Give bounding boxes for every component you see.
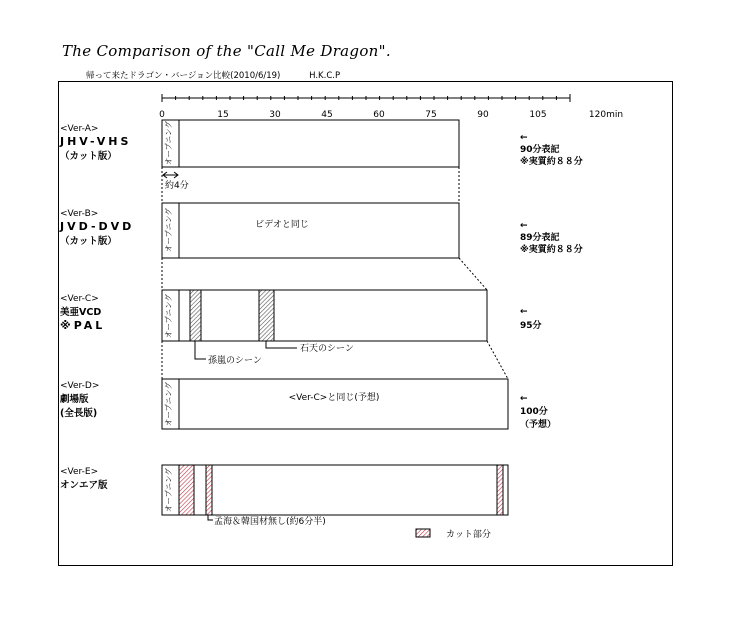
tick-label: 90 xyxy=(477,110,489,120)
bar-inner-label: <Ver-C>と同じ(予想) xyxy=(288,393,380,403)
duration-note: 100分 xyxy=(520,407,548,417)
author: H.K.C.P xyxy=(309,71,341,81)
row-ver-e xyxy=(60,465,508,515)
legend-label: カット部分 xyxy=(446,530,491,540)
actual-duration-note: ※実質約８８分 xyxy=(520,245,583,255)
version-name: オンエア版 xyxy=(60,480,108,491)
version-name: 美亜VCD xyxy=(60,307,102,318)
version-tag: <Ver-C> xyxy=(60,294,99,304)
timeline-bar xyxy=(162,465,508,515)
row-ver-d xyxy=(59,379,556,430)
arrow-icon: ← xyxy=(520,133,528,143)
opening-label: オープニング xyxy=(164,293,173,339)
opening-label: オープニング xyxy=(164,467,173,513)
version-name: JHV-VHS xyxy=(60,135,132,148)
bar-inner-label: ビデオと同じ xyxy=(255,220,309,230)
row-ver-a xyxy=(59,120,583,167)
cut-segment xyxy=(179,465,194,515)
tick-label: 0 xyxy=(159,110,165,120)
cut-segment xyxy=(497,465,503,515)
duration-note: 89分表記 xyxy=(520,233,560,243)
version-note: （カット版） xyxy=(60,236,117,247)
subtitle-text: 帰って来たドラゴン・バージョン比較(2010/6/19) xyxy=(86,71,281,81)
scene-segment-rome xyxy=(259,290,274,341)
estimate-note: （予想） xyxy=(520,420,557,430)
duration-note: 90分表記 xyxy=(520,145,560,155)
no-material-label: 孟海＆韓国材無し(約6分半) xyxy=(214,517,326,527)
actual-duration-note: ※実質約８８分 xyxy=(520,157,583,167)
tick-label: 30 xyxy=(269,110,281,120)
row-ver-c xyxy=(60,290,542,341)
arrow-icon: ← xyxy=(520,221,528,231)
version-tag: <Ver-E> xyxy=(60,467,99,477)
cut-segment xyxy=(206,465,212,515)
timeline-bar xyxy=(162,379,508,429)
timeline-bar xyxy=(162,290,487,341)
legend xyxy=(416,528,491,540)
version-name: JVD-DVD xyxy=(60,220,135,233)
legend-swatch xyxy=(416,529,430,537)
scene-rome-label: 石天のシーン xyxy=(300,344,354,354)
opening-label: オープニング xyxy=(164,381,173,427)
tick-label: 60 xyxy=(373,110,385,120)
version-note: （カット版） xyxy=(60,151,117,162)
timeline-bar xyxy=(162,203,459,258)
version-note: (全長版) xyxy=(60,408,98,419)
version-tag: <Ver-B> xyxy=(60,209,99,219)
version-note: ※PAL xyxy=(60,319,106,332)
version-tag: <Ver-D> xyxy=(60,381,100,391)
arrow-icon: ← xyxy=(520,307,528,317)
tick-label: 45 xyxy=(321,110,333,120)
version-name: 劇場版 xyxy=(60,394,89,405)
scene-storm-label: 孫嵐のシーン xyxy=(208,356,262,366)
time-axis xyxy=(159,94,623,120)
duration-note: 95分 xyxy=(520,321,542,331)
opening-length-label: 約4分 xyxy=(165,181,189,191)
opening-label: オープニング xyxy=(164,207,173,253)
timeline-bar xyxy=(162,120,459,167)
tick-label: 75 xyxy=(425,110,437,120)
opening-label: オープニング xyxy=(164,120,173,166)
version-tag: <Ver-A> xyxy=(60,124,99,134)
axis-unit-label: 120min xyxy=(588,110,624,120)
tick-label: 15 xyxy=(217,110,229,120)
arrow-icon: ← xyxy=(520,394,528,404)
scene-segment-storm xyxy=(190,290,201,341)
page-title: The Comparison of the "Call Me Dragon". xyxy=(62,42,391,60)
row-ver-b xyxy=(59,203,583,258)
tick-label: 105 xyxy=(529,110,547,120)
